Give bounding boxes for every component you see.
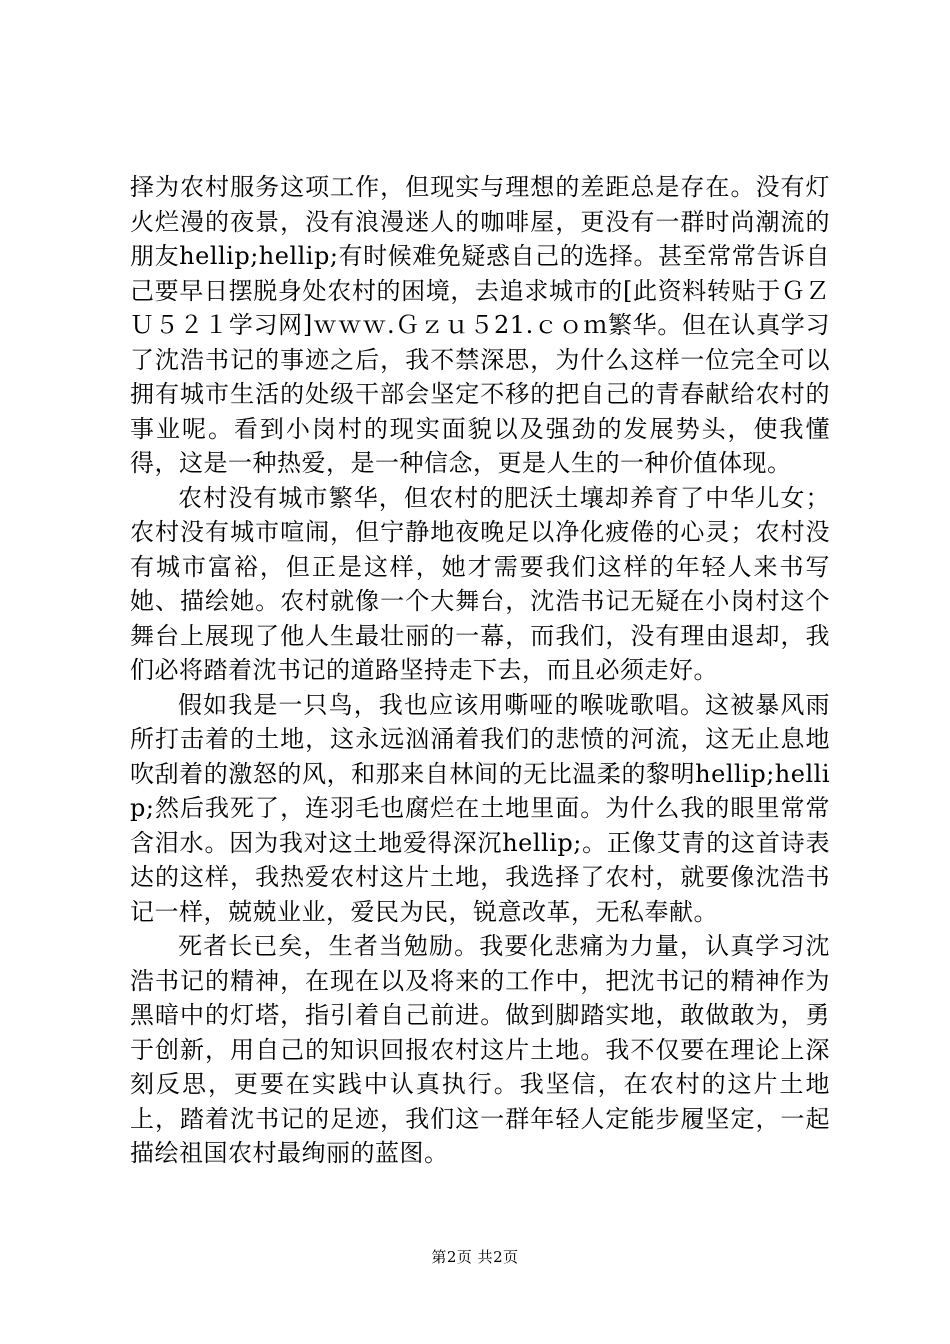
document-body [130, 170, 830, 1171]
page-number-label: 第2页 共2页 [431, 1248, 519, 1266]
paragraph-4: 死者长已矣，生者当勉励。我要化悲痛为力量，认真学习沈浩书记的精神，在现在以及将来的工作中，把沈书记的精神作为黑暗中的灯塔，指引着自己前进。做到脚踏实地，敢做敢为，勇于创新，用自己的知识回报农村这片土地。我不仅要在理论上深刻反思，更要在实践中认真执行。我坚信，在农村的这片土地上，踏着沈书记的足迹，我们这一群年轻人定能步履坚定，一起描绘祖国农村最绚丽的蓝图。 [130, 932, 830, 1167]
paragraph-1: 择为农村服务这项工作，但现实与理想的差距总是存在。没有灯火烂漫的夜景，没有浪漫迷人的咖啡屋，更没有一群时尚潮流的朋友hellip;hellip;有时候难免疑惑自己的选择。甚至常常告诉自己要早日摆脱身处农村的困境，去追求城市的[此资料转贴于ＧＺＵ５２１学习网]ｗｗｗ.Ｇｚｕ５21.ｃｏｍ繁华。但在认真学习了沈浩书记的事迹之后，我不禁深思，为什么这样一位完全可以拥有城市生活的处级干部会坚定不移的把自己的青春献给农村的事业呢。看到小岗村的现实面貌以及强劲的发展势头，使我懂得，这是一种热爱，是一种信念，更是人生的一种价值体现。 [130, 173, 830, 477]
page-footer [0, 1247, 950, 1267]
paragraph-2: 农村没有城市繁华，但农村的肥沃土壤却养育了中华儿女；农村没有城市喧闹，但宁静地夜晚足以净化疲倦的心灵；农村没有城市富裕，但正是这样，她才需要我们这样的年轻人来书写她、描绘她。农村就像一个大舞台，沈浩书记无疑在小岗村这个舞台上展现了他人生最壮丽的一幕，而我们，没有理由退却，我们必将踏着沈书记的道路坚持走下去，而且必须走好。 [130, 483, 830, 684]
paragraph-3: 假如我是一只鸟，我也应该用嘶哑的喉咙歌唱。这被暴风雨所打击着的土地，这永远汹涌着我们的悲愤的河流，这无止息地吹刮着的激怒的风，和那来自林间的无比温柔的黎明hellip;hellip;然后我死了，连羽毛也腐烂在土地里面。为什么我的眼里常常含泪水。因为我对这土地爱得深沉hellip;。正像艾青的这首诗表达的这样，我热爱农村这片土地，我选择了农村，就要像沈浩书记一样，兢兢业业，爱民为民，锐意改革，无私奉献。 [130, 690, 830, 926]
